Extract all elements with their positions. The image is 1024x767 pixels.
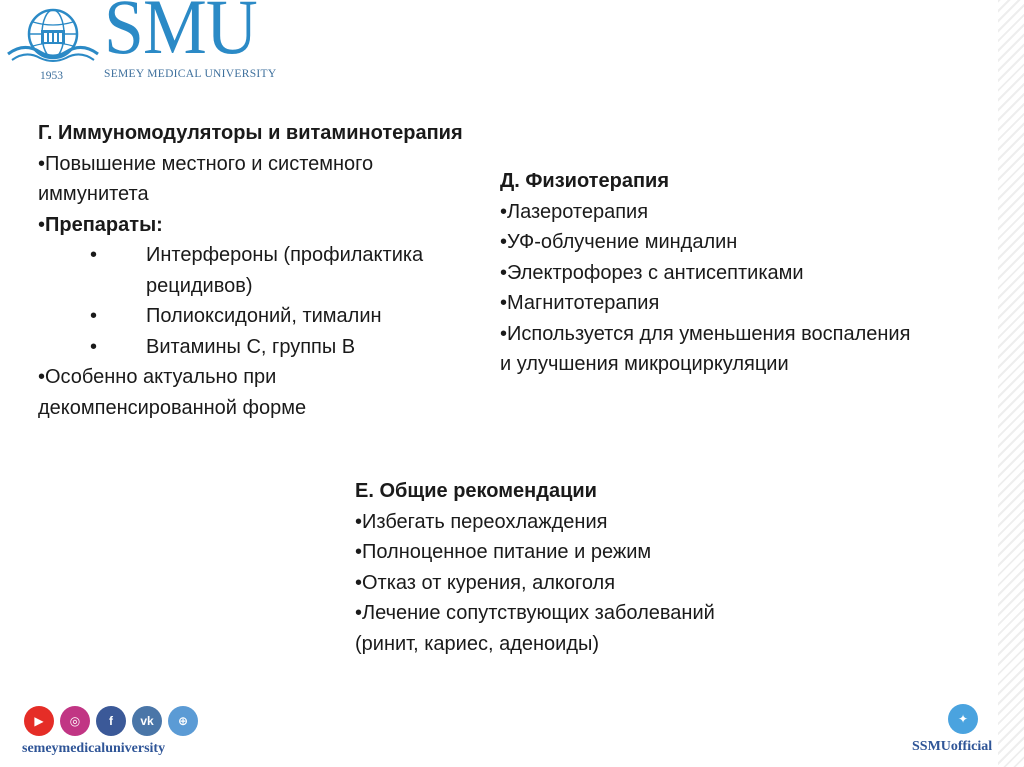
list-item: •Особенно актуально при	[38, 366, 277, 388]
section-heading: Г. Иммуномодуляторы и витаминотерапия	[38, 122, 463, 144]
twitter-handle[interactable]: SSMUofficial	[912, 739, 993, 754]
drug-item	[38, 240, 468, 271]
logo-wordmark: SMU	[104, 0, 257, 70]
section-general-recommendations	[355, 476, 815, 659]
youtube-icon[interactable]: ▶	[24, 706, 54, 736]
list-item-continuation: (ринит, кариес, аденоиды)	[355, 632, 600, 655]
drug-item	[38, 332, 468, 363]
section-heading: Е. Общие рекомендации	[355, 480, 597, 502]
social-handle[interactable]: semeymedicaluniversity	[22, 741, 166, 756]
drug-item	[38, 271, 468, 302]
instagram-icon[interactable]: ◎	[60, 706, 90, 736]
drug-text: Интерфероны (профилактика	[146, 244, 424, 266]
list-item: •УФ-облучение миндалин	[500, 231, 738, 253]
social-links	[22, 706, 222, 762]
list-item-continuation: и улучшения микроциркуляции	[500, 353, 789, 375]
university-logo	[4, 2, 304, 86]
drugs-label-line	[38, 210, 468, 241]
list-item: •Используется для уменьшения воспаления	[500, 322, 911, 345]
twitter-icon[interactable]: ✦	[948, 704, 978, 734]
list-item-continuation: декомпенсированной форме	[38, 396, 307, 419]
drugs-label: Препараты:	[45, 213, 163, 236]
logo-year: 1953	[40, 70, 63, 82]
twitter-link[interactable]	[908, 704, 1018, 762]
drug-item	[38, 301, 468, 332]
drug-text: Полиоксидоний, тималин	[146, 305, 382, 327]
facebook-icon[interactable]: f	[96, 706, 126, 736]
list-item: •Электрофорез с антисептиками	[500, 261, 804, 284]
university-emblem-icon	[4, 2, 102, 72]
list-item: •Полноценное питание и режим	[355, 541, 652, 563]
bullet	[38, 271, 146, 302]
list-item: •Лазеротерапия	[500, 200, 649, 223]
edge-decoration	[998, 0, 1024, 767]
social-icons-row	[24, 706, 222, 736]
bullet: •	[90, 244, 98, 266]
vk-icon[interactable]: vk	[132, 706, 162, 736]
section-heading: Д. Физиотерапия	[500, 170, 669, 192]
section-physiotherapy	[500, 166, 1000, 380]
section-immunomodulators	[38, 118, 468, 423]
list-item: •Отказ от курения, алкоголя	[355, 571, 616, 594]
bullet: •	[90, 305, 98, 327]
list-item: •Лечение сопутствующих заболеваний	[355, 602, 715, 624]
logo-university-name: SEMEY MEDICAL UNIVERSITY	[104, 68, 277, 80]
drug-text: Витамины С, группы В	[146, 335, 356, 358]
list-item-continuation: иммунитета	[38, 183, 149, 205]
bullet: •	[90, 335, 98, 358]
globe-icon[interactable]: ⊕	[168, 706, 198, 736]
list-item: •Избегать переохлаждения	[355, 510, 608, 533]
bullet: •	[38, 213, 46, 236]
list-item: •Повышение местного и системного	[38, 152, 374, 175]
list-item: •Магнитотерапия	[500, 292, 660, 314]
drug-text: рецидивов)	[146, 274, 253, 297]
